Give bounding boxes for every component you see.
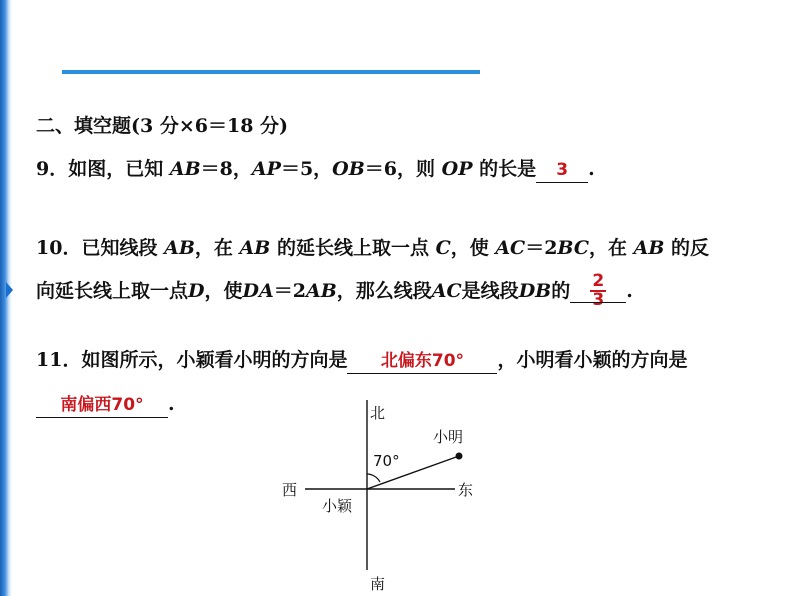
label-xiaoming: 小明 xyxy=(433,428,464,446)
q11-end: . xyxy=(168,393,175,415)
question-11-line-2 xyxy=(36,392,175,418)
xiaoming-point xyxy=(456,453,463,460)
label-angle: 70° xyxy=(373,452,400,470)
left-accent-bar xyxy=(0,0,12,596)
q11-text: ，小明看小颖的方向是 xyxy=(497,349,688,371)
q10-text: ＝2 xyxy=(525,237,558,259)
q10-text: 的延长线上取一点 xyxy=(270,237,436,259)
section-title: 二、填空题 xyxy=(36,115,132,137)
q9-number: 9． xyxy=(36,158,69,180)
q9-var: OP xyxy=(441,158,473,180)
q10-text: ，在 xyxy=(588,237,634,259)
label-east: 东 xyxy=(458,481,474,499)
q9-text: ＝8， xyxy=(200,158,252,180)
q11-text: 如图所示，小颖看小明的方向是 xyxy=(81,349,348,371)
q9-text: ＝5， xyxy=(280,158,333,180)
angle-arc xyxy=(367,474,380,482)
q10-var: AC xyxy=(431,280,462,302)
q10-var: DA xyxy=(242,280,274,302)
label-xiaoying: 小颖 xyxy=(322,497,353,515)
title-rule xyxy=(62,70,480,74)
q11-answer2: 南偏西70° xyxy=(60,395,144,415)
q10-var: C xyxy=(435,237,451,259)
q10-end: . xyxy=(626,280,633,302)
q10-var: D xyxy=(188,280,205,302)
section-score: (3 分×6＝18 分) xyxy=(131,115,289,137)
section-heading xyxy=(36,114,288,138)
q10-answer-numerator: 2 xyxy=(592,271,605,291)
q10-number: 10． xyxy=(36,237,82,259)
q10-text: ＝2 xyxy=(273,280,306,302)
slide-nav-arrow-icon xyxy=(6,282,13,298)
q9-answer-blank xyxy=(536,157,588,183)
q10-var: AB xyxy=(305,280,337,302)
q11-number: 11． xyxy=(36,349,82,371)
q9-text: ＝6，则 xyxy=(364,158,442,180)
q11-answer2-blank xyxy=(36,392,168,418)
q10-answer-denominator: 3 xyxy=(592,290,605,310)
q10-var: AB xyxy=(164,237,195,259)
q10-var: AB xyxy=(633,237,665,259)
q10-answer-fraction xyxy=(590,273,606,309)
q10-text: 向延长线上取一点 xyxy=(36,280,189,302)
label-north: 北 xyxy=(370,404,386,422)
q9-text: 如图，已知 xyxy=(68,158,170,180)
q10-text: ，使 xyxy=(204,280,243,302)
q9-var: AP xyxy=(251,158,281,180)
label-south: 南 xyxy=(370,575,386,593)
question-9 xyxy=(36,157,595,183)
q10-answer-blank xyxy=(570,273,626,309)
q9-end: . xyxy=(588,158,595,180)
question-10-line-2 xyxy=(36,266,633,316)
q11-answer1: 北偏东70° xyxy=(380,351,465,371)
q10-text: 的反 xyxy=(664,237,710,259)
q10-text: 是线段 xyxy=(461,280,519,302)
q10-text: ，使 xyxy=(450,237,496,259)
q10-var: DB xyxy=(518,280,552,302)
q9-var: OB xyxy=(332,158,365,180)
q10-text: 已知线段 xyxy=(81,237,165,259)
q11-answer1-blank xyxy=(347,348,497,374)
q9-answer: 3 xyxy=(556,160,569,180)
q10-var: AB xyxy=(239,237,271,259)
q9-text: 的长是 xyxy=(472,158,537,180)
compass-diagram xyxy=(270,400,500,596)
label-west: 西 xyxy=(282,481,298,499)
question-10-line-1 xyxy=(36,236,709,260)
q10-text: ，那么线段 xyxy=(336,280,432,302)
q10-blank-line xyxy=(570,302,626,303)
q10-var: AC xyxy=(495,237,526,259)
q10-text: 的 xyxy=(551,280,571,302)
question-11-line-1 xyxy=(36,348,687,374)
q10-text: ，在 xyxy=(194,237,240,259)
q10-var: BC xyxy=(557,237,589,259)
q9-var: AB xyxy=(169,158,201,180)
